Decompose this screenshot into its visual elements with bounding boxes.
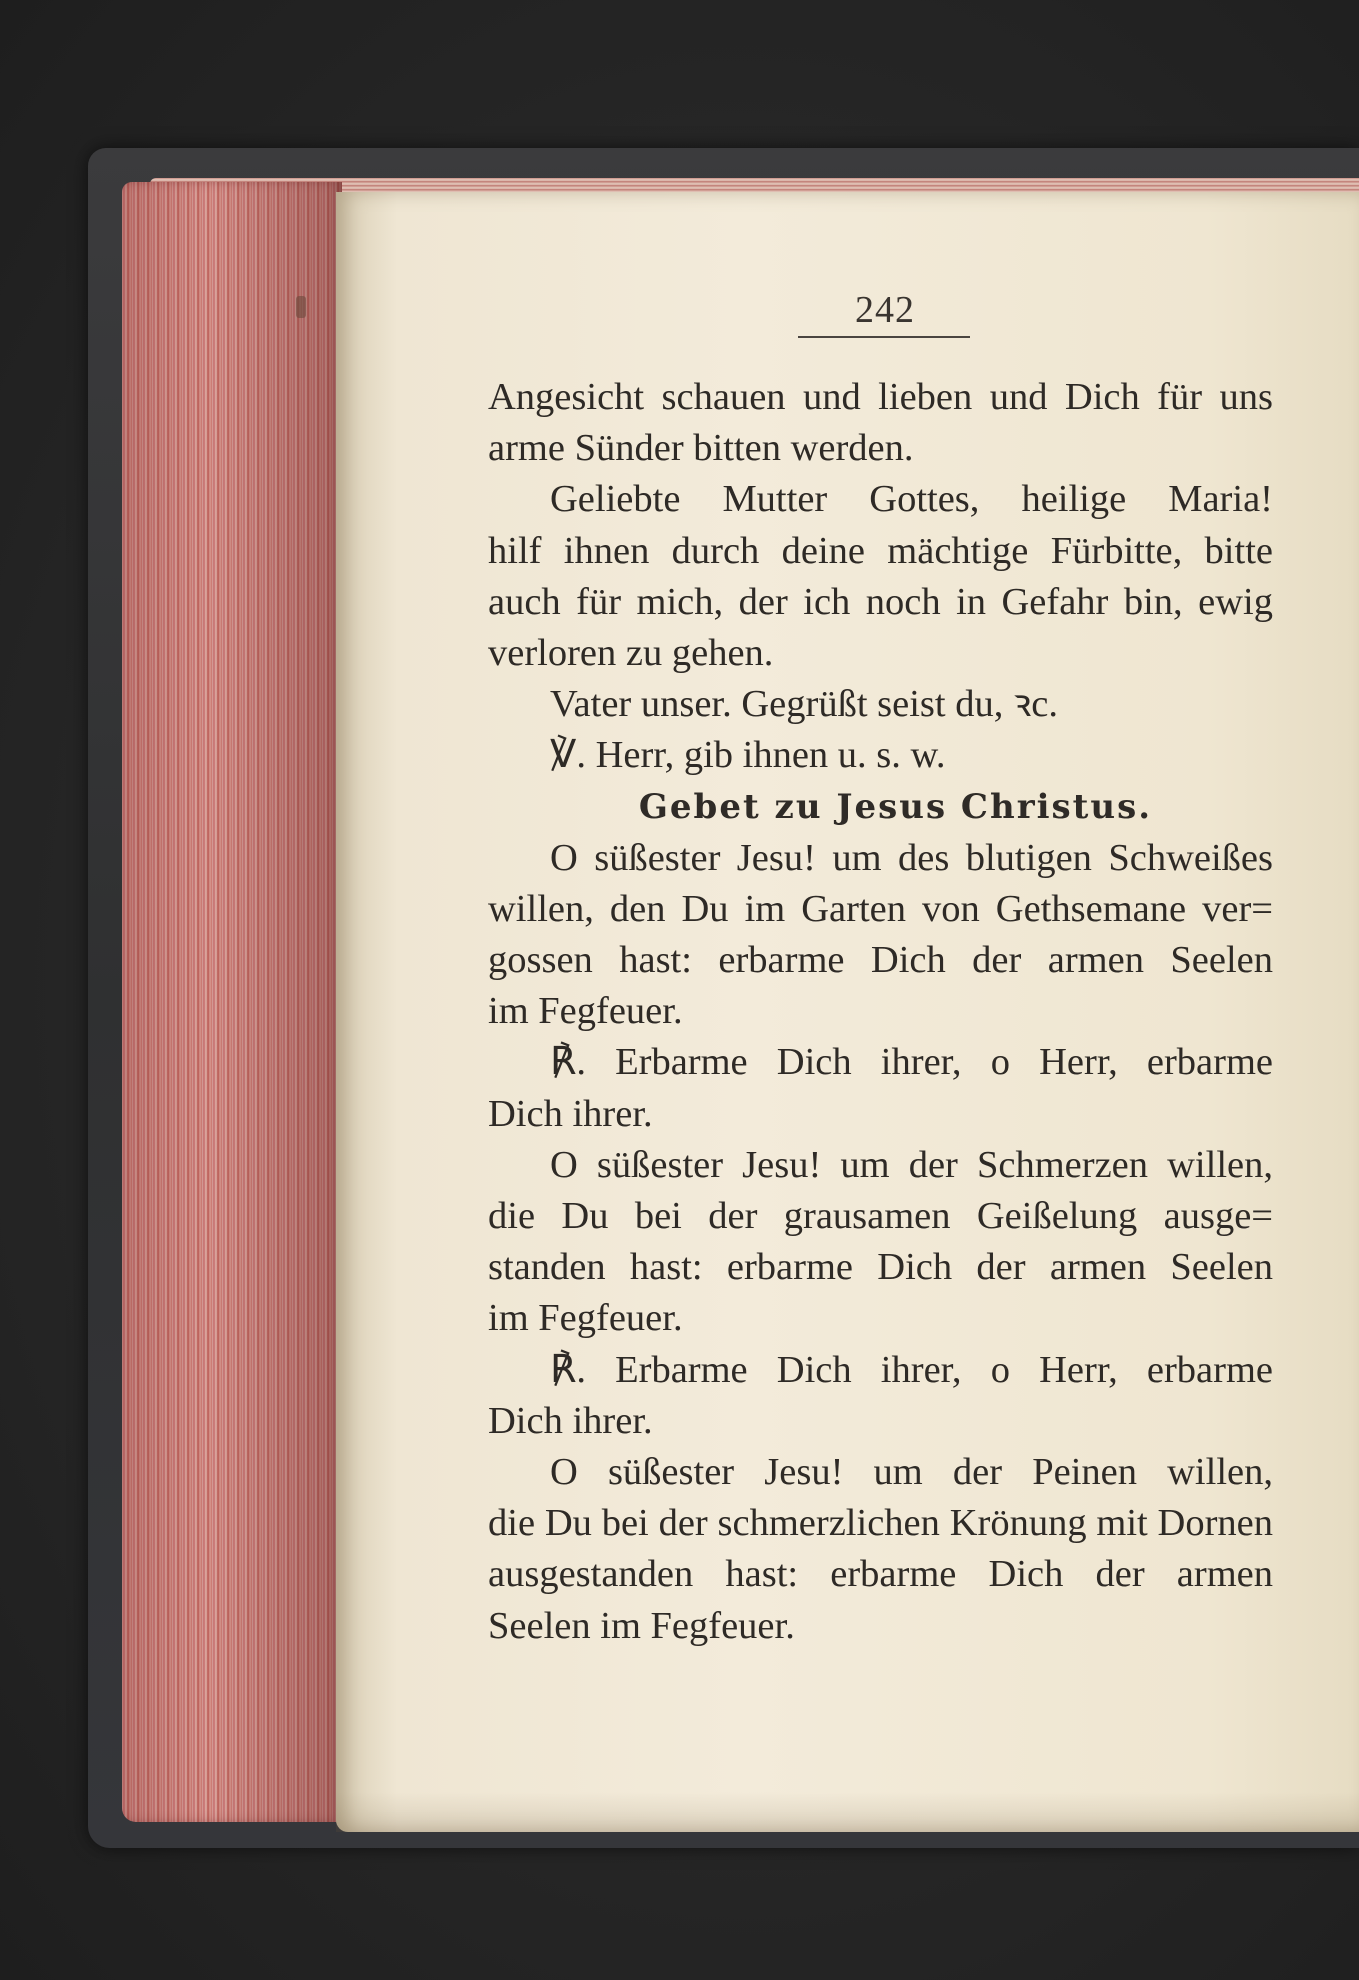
text-line: O süßester Jesu! um der Peinen willen,: [550, 1450, 1273, 1493]
text-line: hilf ihnen durch deine mächtige Fürbitte, bitte: [488, 529, 1273, 572]
text-line: willen, den Du im Garten von Gethsemane ver=: [488, 887, 1273, 930]
text-line: Geliebte Mutter Gottes, heilige Maria!: [550, 478, 1273, 521]
red-page-edges: [122, 182, 342, 1822]
page-number: 242: [855, 289, 915, 331]
text-line: auch für mich, der ich noch in Gefahr bin, ewig: [488, 580, 1273, 623]
text-line: arme Sünder bitten werden.: [488, 427, 914, 470]
text-line: im Fegfeuer.: [488, 990, 683, 1033]
text-line: ℟. Erbarme Dich ihrer, o Herr, erbarme: [550, 1348, 1273, 1391]
text-line: O süßester Jesu! um der Schmerzen willen,: [550, 1143, 1273, 1186]
text-line: O süßester Jesu! um des blutigen Schweißes: [550, 836, 1273, 879]
text-line: die Du bei der schmerzlichen Krönung mit Dornen: [488, 1502, 1273, 1545]
text-line: im Fegfeuer.: [488, 1297, 683, 1340]
text-line: Dich ihrer.: [488, 1399, 653, 1442]
text-line: ℣. Herr, gib ihnen u. s. w.: [550, 734, 946, 777]
text-line: Vater unser. Gegrüßt seist du, ꝛc.: [550, 683, 1058, 726]
text-line: verloren zu gehen.: [488, 631, 774, 674]
text-line: ℟. Erbarme Dich ihrer, o Herr, erbarme: [550, 1041, 1273, 1084]
text-line: Seelen im Fegfeuer.: [488, 1604, 795, 1647]
page-text: [488, 372, 1273, 1652]
text-line: Angesicht schauen und lieben und Dich für uns: [488, 376, 1273, 418]
text-line: gossen hast: erbarme Dich der armen Seelen: [488, 939, 1273, 982]
page-number-rule: [798, 336, 970, 338]
text-line: die Du bei der grausamen Geißelung ausge=: [488, 1195, 1273, 1237]
section-heading: Gebet zu Jesus Christus.: [638, 786, 1153, 827]
text-line: standen hast: erbarme Dich der armen Seelen: [488, 1246, 1273, 1289]
page-edge-mark: [296, 296, 306, 318]
text-line: ausgestanden hast: erbarme Dich der armen: [488, 1553, 1273, 1596]
text-line: Dich ihrer.: [488, 1092, 653, 1135]
